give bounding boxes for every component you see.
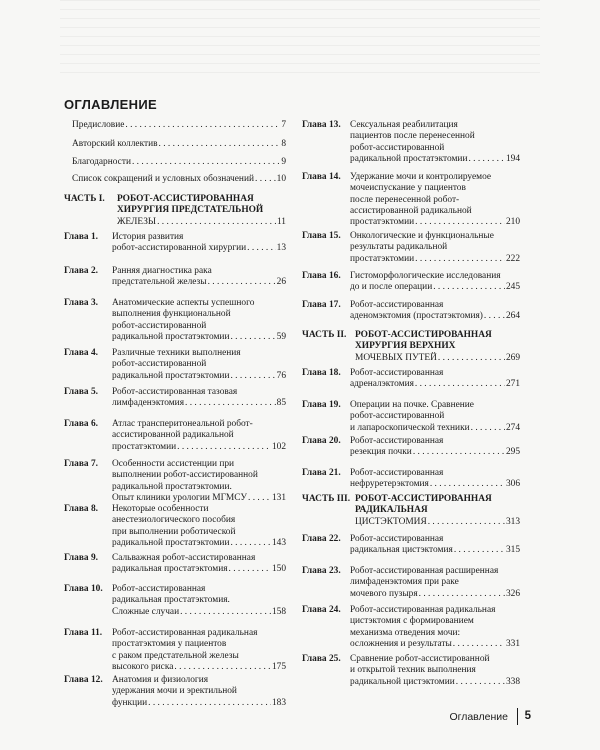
toc-entry-title-line: робот-ассистированной bbox=[112, 320, 207, 331]
toc-entry-title-line: Робот-ассистированная bbox=[350, 468, 444, 478]
dot-leader bbox=[230, 371, 275, 382]
toc-entry[interactable] bbox=[64, 387, 286, 410]
toc-entry-title-line: радикальной простатэктомии bbox=[112, 370, 230, 381]
toc-entry-title-line: Робот-ассистированная bbox=[350, 534, 444, 544]
toc-entry-title-line: РОБОТ-АССИСТИРОВАННАЯ bbox=[117, 194, 254, 204]
toc-page-number: 76 bbox=[276, 370, 286, 381]
toc-entry-title-line: и лапароскопической техники bbox=[350, 422, 470, 433]
toc-chapter-label: Глава 2. bbox=[64, 266, 98, 276]
toc-entry[interactable] bbox=[64, 232, 286, 255]
toc-entry-title-line: мочеиспускание у пациентов bbox=[350, 183, 466, 194]
toc-entry-title-line: Предисловие bbox=[72, 120, 125, 130]
toc-entry-title-line: МОЧЕВЫХ ПУТЕЙ bbox=[355, 352, 437, 363]
toc-entry-title-line: Робот-ассистированная bbox=[350, 368, 444, 378]
toc-entry-title-line: при выполнении роботической bbox=[112, 526, 236, 537]
toc-chapter-label: Глава 17. bbox=[302, 300, 341, 310]
dot-leader bbox=[248, 493, 271, 504]
toc-entry-title-line: Список сокращений и условных обозначений bbox=[72, 174, 254, 184]
toc-entry-title-line: нефруретерэктомия bbox=[350, 479, 429, 490]
toc-entry[interactable] bbox=[302, 271, 520, 294]
toc-entry-title-line: ЦИСТЭКТОМИЯ bbox=[355, 516, 427, 527]
dot-leader bbox=[185, 398, 276, 409]
toc-entry[interactable] bbox=[64, 298, 286, 343]
toc-entry-title-line: лимфаденэктомия при раке bbox=[350, 577, 459, 588]
toc-entry-title-line: Робот-ассистированная bbox=[112, 584, 206, 594]
toc-entry[interactable] bbox=[64, 675, 286, 709]
toc-entry-title-line: Особенности ассистенции при bbox=[112, 459, 235, 469]
toc-entry-title-line: радикальная простатэктомия. bbox=[112, 595, 230, 606]
toc-part-label: ЧАСТЬ III. bbox=[302, 494, 351, 504]
toc-entry[interactable] bbox=[64, 459, 286, 504]
toc-entry-title-line: лимфаденэктомия bbox=[112, 398, 185, 409]
toc-entry-title-line: адреналэктомия bbox=[350, 379, 414, 390]
toc-chapter-label: Глава 9. bbox=[64, 553, 98, 563]
toc-entry-title-line: после перенесенной робот- bbox=[350, 194, 460, 205]
toc-entry-title-line: резекция почки bbox=[350, 447, 412, 458]
dot-leader bbox=[159, 139, 281, 150]
toc-page-number: 158 bbox=[271, 606, 286, 617]
toc-entry[interactable] bbox=[64, 584, 286, 618]
dot-leader bbox=[180, 607, 271, 618]
toc-entry-title-line: Авторский коллектив bbox=[72, 139, 158, 149]
toc-entry-title-line: предстательной железы bbox=[112, 277, 207, 288]
toc-entry-title-line: РОБОТ-АССИСТИРОВАННАЯ bbox=[355, 330, 492, 340]
toc-entry-title-line: ХИРУРГИЯ ВЕРХНИХ bbox=[355, 341, 456, 352]
toc-chapter-label: Глава 7. bbox=[64, 459, 98, 469]
dot-leader bbox=[157, 217, 276, 228]
toc-entry-title-line: мочевого пузыря bbox=[350, 588, 418, 599]
toc-chapter-label: Глава 24. bbox=[302, 605, 341, 615]
toc-entry[interactable] bbox=[64, 266, 286, 289]
toc-chapter-label: Глава 6. bbox=[64, 419, 98, 429]
toc-entry[interactable] bbox=[302, 231, 520, 265]
toc-chapter-label: Глава 8. bbox=[64, 504, 98, 514]
toc-entry-title-line: робот-ассистированной bbox=[112, 359, 207, 370]
toc-entry-title-line: Удержание мочи и контролируемое bbox=[350, 172, 492, 182]
toc-page-number: 11 bbox=[276, 216, 286, 227]
toc-entry[interactable] bbox=[302, 436, 520, 459]
toc-entry[interactable] bbox=[302, 534, 520, 557]
toc-entry-title-line: Анатомия и физиология bbox=[112, 675, 209, 685]
toc-entry[interactable] bbox=[64, 157, 286, 168]
dot-leader bbox=[484, 311, 505, 322]
toc-entry[interactable] bbox=[302, 120, 520, 165]
toc-entry-title-line: радикальная цистэктомия bbox=[350, 545, 453, 556]
toc-page-number: 210 bbox=[505, 217, 520, 228]
dot-leader bbox=[471, 423, 505, 434]
toc-entry[interactable] bbox=[64, 504, 286, 549]
toc-entry-title-line: Различные техники выполнения bbox=[112, 348, 241, 358]
toc-entry[interactable] bbox=[302, 468, 520, 491]
toc-part-label: ЧАСТЬ II. bbox=[302, 330, 347, 340]
toc-entry-title-line: с раком предстательной железы bbox=[112, 650, 239, 661]
toc-entry-title-line: Робот-ассистированная расширенная bbox=[350, 566, 499, 576]
toc-entry-title-line: радикальная простатэктомия bbox=[112, 564, 228, 575]
toc-entry-title-line: простатэктомии bbox=[112, 441, 177, 452]
page-title: ОГЛАВЛЕНИЕ bbox=[64, 97, 157, 112]
toc-page-number: 245 bbox=[505, 282, 520, 293]
dot-leader bbox=[428, 517, 505, 528]
toc-entry-title-line: Робот-ассистированная тазовая bbox=[112, 387, 238, 397]
toc-entry-title-line: Сексуальная реабилитация bbox=[350, 120, 458, 130]
dot-leader bbox=[468, 154, 504, 165]
toc-chapter-label: Глава 19. bbox=[302, 400, 341, 410]
toc-entry[interactable] bbox=[302, 330, 520, 364]
toc-page-number: 269 bbox=[505, 352, 520, 363]
toc-page-number: 150 bbox=[271, 564, 286, 575]
toc-entry-title-line: Благодарности bbox=[72, 157, 131, 167]
toc-page-number: 85 bbox=[276, 398, 286, 409]
toc-entry-title-line: Анатомические аспекты успешного bbox=[112, 298, 255, 308]
toc-page-number: 338 bbox=[505, 676, 520, 687]
dot-leader bbox=[177, 442, 271, 453]
faded-header-artifact bbox=[60, 0, 540, 80]
toc-entry-title-line: РОБОТ-АССИСТИРОВАННАЯ bbox=[355, 494, 492, 504]
toc-page-number: 175 bbox=[271, 661, 286, 672]
toc-entry-title-line: выполнения функциональной bbox=[112, 309, 231, 320]
toc-entry-title-line: до и после операции bbox=[350, 282, 433, 293]
toc-page-number: 8 bbox=[281, 139, 286, 149]
dot-leader bbox=[454, 545, 505, 556]
toc-entry[interactable] bbox=[64, 120, 286, 131]
toc-entry-title-line: Онкологические и функциональные bbox=[350, 231, 494, 241]
dot-leader bbox=[230, 538, 270, 549]
dot-leader bbox=[148, 698, 271, 709]
dot-leader bbox=[208, 277, 276, 288]
toc-page-number: 313 bbox=[505, 516, 520, 527]
toc-entry[interactable] bbox=[64, 174, 286, 185]
toc-page-number: 143 bbox=[271, 537, 286, 548]
dot-leader bbox=[433, 282, 505, 293]
toc-page-number: 131 bbox=[271, 492, 286, 503]
toc-page-number: 13 bbox=[276, 243, 286, 254]
toc-chapter-label: Глава 22. bbox=[302, 534, 341, 544]
toc-entry-title-line: радикальной простатэктомии. bbox=[112, 481, 232, 492]
toc-entry-title-line: Робот-ассистированная bbox=[350, 436, 444, 446]
toc-chapter-label: Глава 10. bbox=[64, 584, 103, 594]
dot-leader bbox=[132, 157, 280, 168]
toc-entry-title-line: аденомэктомия (простатэктомия) bbox=[350, 311, 483, 322]
toc-part-label: ЧАСТЬ I. bbox=[64, 194, 105, 204]
toc-page-number: 306 bbox=[505, 479, 520, 490]
toc-entry-title-line: радикальной простатэктомии bbox=[112, 537, 230, 548]
toc-chapter-label: Глава 11. bbox=[64, 628, 103, 638]
toc-page-number: 331 bbox=[505, 638, 520, 649]
toc-entry[interactable] bbox=[64, 553, 286, 576]
toc-page-number: 7 bbox=[281, 120, 286, 130]
toc-entry-title-line: робот-ассистированной хирургии bbox=[112, 243, 247, 254]
toc-entry-title-line: удержания мочи и эректильной bbox=[112, 686, 237, 697]
toc-entry-title-line: Гистоморфологические исследования bbox=[350, 271, 501, 281]
toc-entry-title-line: осложнения и результаты bbox=[350, 638, 452, 649]
dot-leader bbox=[174, 662, 271, 673]
toc-page-number: 9 bbox=[281, 157, 286, 167]
toc-page-number: 183 bbox=[271, 697, 286, 708]
toc-chapter-label: Глава 15. bbox=[302, 231, 341, 241]
toc-entry-title-line: ассистированной радикальной bbox=[350, 205, 472, 216]
toc-chapter-label: Глава 18. bbox=[302, 368, 341, 378]
toc-page-number: 10 bbox=[276, 174, 286, 184]
toc-entry-title-line: простатэктомия у пациентов bbox=[112, 639, 227, 650]
dot-leader bbox=[247, 243, 275, 254]
toc-entry[interactable] bbox=[64, 348, 286, 382]
toc-entry-title-line: Опыт клиники урологии МГМСУ bbox=[112, 492, 247, 503]
dot-leader bbox=[438, 353, 505, 364]
toc-entry[interactable] bbox=[302, 172, 520, 228]
toc-entry-title-line: и открытой техник выполнения bbox=[350, 665, 476, 676]
toc-entry-title-line: выполнении робот-ассистированной bbox=[112, 470, 258, 481]
dot-leader bbox=[419, 589, 505, 600]
toc-entry-title-line: Робот-ассистированная радикальная bbox=[350, 605, 496, 615]
toc-entry-title-line: цистэктомия с формированием bbox=[350, 616, 474, 627]
toc-entry-title-line: Сложные случаи bbox=[112, 606, 180, 617]
toc-entry[interactable] bbox=[64, 628, 286, 673]
dot-leader bbox=[415, 217, 505, 228]
toc-entry-title-line: Ранняя диагностика рака bbox=[112, 266, 212, 276]
toc-entry-title-line: Сальважная робот-ассистированная bbox=[112, 553, 256, 563]
toc-entry-title-line: механизма отведения мочи: bbox=[350, 627, 461, 638]
toc-chapter-label: Глава 4. bbox=[64, 348, 98, 358]
toc-page-number: 295 bbox=[505, 447, 520, 458]
toc-entry-title-line: ХИРУРГИЯ ПРЕДСТАТЕЛЬНОЙ bbox=[117, 205, 264, 216]
toc-entry[interactable] bbox=[302, 300, 520, 323]
toc-chapter-label: Глава 1. bbox=[64, 232, 98, 242]
toc-chapter-label: Глава 12. bbox=[64, 675, 103, 685]
toc-entry-title-line: пациентов после перенесенной bbox=[350, 131, 475, 142]
toc-page-number: 102 bbox=[271, 441, 286, 452]
toc-page-number: 326 bbox=[505, 588, 520, 599]
toc-page-number: 264 bbox=[505, 311, 520, 322]
dot-leader bbox=[255, 174, 276, 185]
toc-entry-title-line: Робот-ассистированная радикальная bbox=[112, 628, 258, 638]
toc-entry-title-line: робот-ассистированной bbox=[350, 142, 445, 153]
toc-chapter-label: Глава 20. bbox=[302, 436, 341, 446]
toc-entry-title-line: Некоторые особенности bbox=[112, 504, 209, 514]
toc-entry-title-line: функции bbox=[112, 697, 148, 708]
toc-chapter-label: Глава 5. bbox=[64, 387, 98, 397]
dot-leader bbox=[230, 332, 275, 343]
toc-entry[interactable] bbox=[302, 566, 520, 600]
dot-leader bbox=[453, 639, 505, 650]
toc-chapter-label: Глава 3. bbox=[64, 298, 98, 308]
footer-divider bbox=[517, 708, 518, 725]
toc-entry-title-line: Атлас трансперитонеальной робот- bbox=[112, 419, 253, 429]
dot-leader bbox=[125, 120, 280, 131]
toc-entry[interactable] bbox=[64, 419, 286, 453]
toc-entry-title-line: радикальной простатэктомии bbox=[350, 153, 468, 164]
toc-entry-title-line: результаты радикальной bbox=[350, 242, 448, 253]
toc-page-number: 194 bbox=[505, 153, 520, 164]
toc-page-number: 59 bbox=[276, 331, 286, 342]
dot-leader bbox=[415, 254, 505, 265]
toc-entry[interactable] bbox=[302, 605, 520, 650]
page-footer bbox=[440, 710, 540, 726]
dot-leader bbox=[430, 479, 505, 490]
toc-entry[interactable] bbox=[302, 400, 520, 434]
toc-entry[interactable] bbox=[64, 139, 286, 150]
toc-entry-title-line: Сравнение робот-ассистированной bbox=[350, 654, 490, 664]
toc-entry-title-line: робот-ассистированной bbox=[350, 411, 445, 422]
toc-entry-title-line: анестезиологического пособия bbox=[112, 515, 236, 526]
toc-entry-title-line: простатэктомии bbox=[350, 253, 415, 264]
toc-page-number: 274 bbox=[505, 422, 520, 433]
toc-entry-title-line: ЖЕЛЕЗЫ bbox=[117, 216, 157, 227]
dot-leader bbox=[415, 379, 505, 390]
toc-entry-title-line: простатэктомии bbox=[350, 217, 415, 228]
toc-chapter-label: Глава 13. bbox=[302, 120, 341, 130]
toc-chapter-label: Глава 21. bbox=[302, 468, 341, 478]
page-number: 5 bbox=[524, 710, 531, 722]
toc-entry-title-line: Операции на почке. Сравнение bbox=[350, 400, 474, 410]
toc-entry[interactable] bbox=[302, 494, 520, 528]
toc-chapter-label: Глава 14. bbox=[302, 172, 341, 182]
toc-page-number: 26 bbox=[276, 277, 286, 288]
toc-page-number: 222 bbox=[505, 253, 520, 264]
toc-chapter-label: Глава 16. bbox=[302, 271, 341, 281]
toc-chapter-label: Глава 23. bbox=[302, 566, 341, 576]
dot-leader bbox=[413, 447, 505, 458]
toc-entry-title-line: радикальной цистэктомии bbox=[350, 676, 455, 687]
toc-entry-title-line: ассистированной радикальной bbox=[112, 430, 234, 441]
toc-entry[interactable] bbox=[64, 194, 286, 228]
toc-entry-title-line: РАДИКАЛЬНАЯ bbox=[355, 505, 428, 516]
dot-leader bbox=[456, 677, 505, 688]
toc-entry-title-line: Робот-ассистированная bbox=[350, 300, 444, 310]
toc-chapter-label: Глава 25. bbox=[302, 654, 341, 664]
toc-entry-title-line: высокого риска bbox=[112, 661, 174, 672]
footer-section-label: Оглавление bbox=[449, 711, 508, 723]
toc-entry-title-line: История развития bbox=[112, 232, 184, 242]
toc-page-number: 315 bbox=[505, 545, 520, 556]
toc-entry[interactable] bbox=[302, 368, 520, 391]
toc-entry[interactable] bbox=[302, 654, 520, 688]
dot-leader bbox=[229, 564, 271, 575]
toc-page-number: 271 bbox=[505, 379, 520, 390]
toc-entry-title-line: радикальной простатэктомии bbox=[112, 331, 230, 342]
